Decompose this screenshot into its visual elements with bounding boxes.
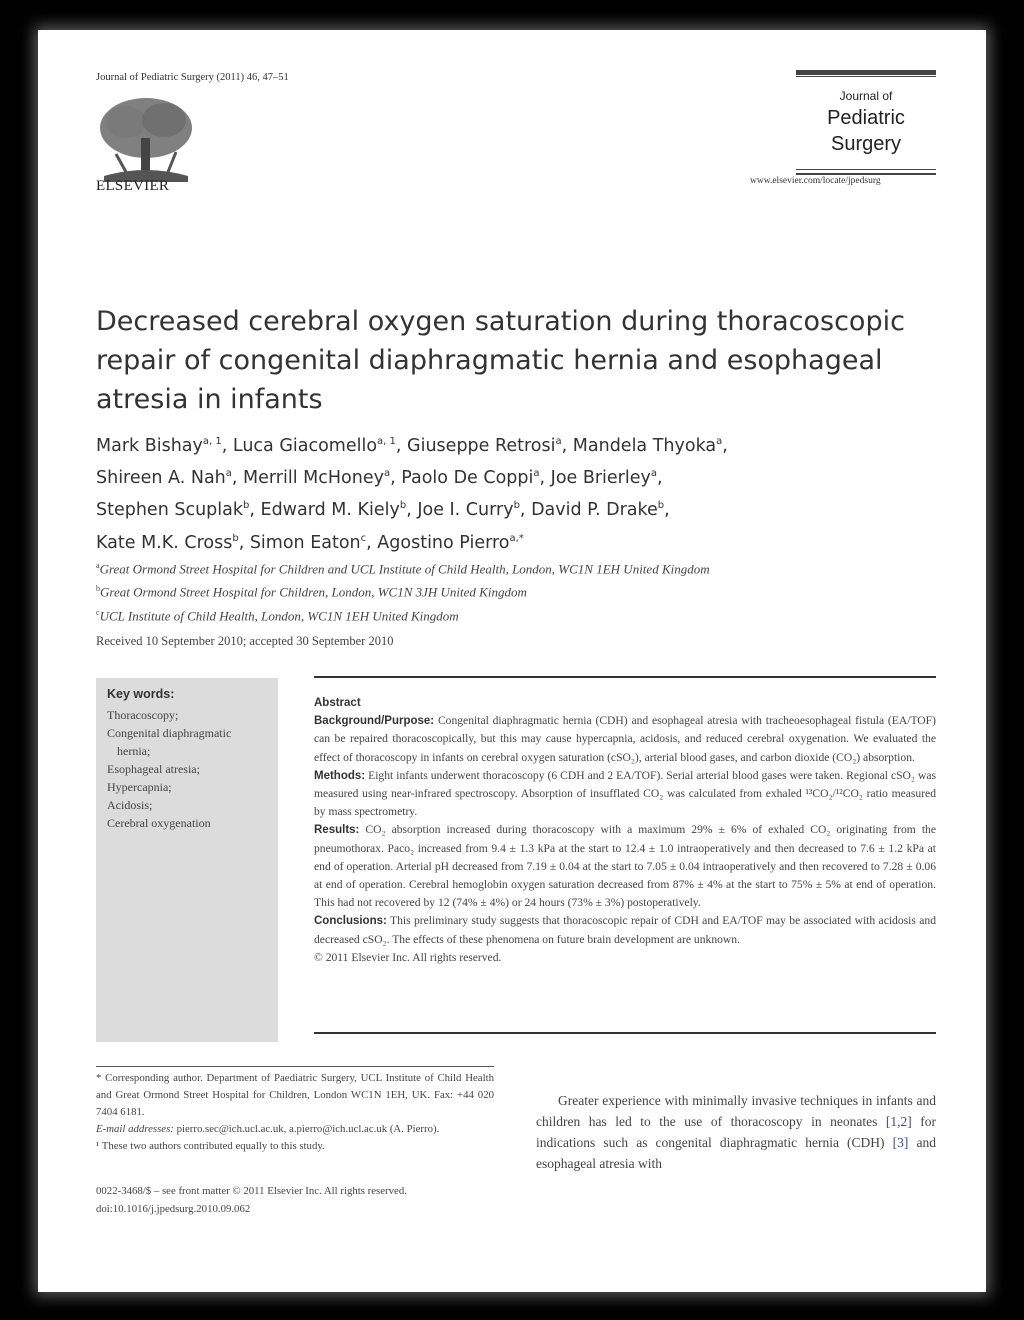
issn-block bbox=[96, 1182, 516, 1218]
article-title: Decreased cerebral oxygen saturation during thoracoscopic repair of congenital diaphragmatic hernia and esophageal atresia in infants bbox=[96, 306, 905, 415]
abstract-results: Results: CO₂ absorption increased during thoracoscopy with a maximum 29% ± 6% of exhaled CO₂ originating from the pneumothorax. Paco₂ increased from 9.4 ± 1.3 kPa at the start to 12.4 ± 1.0 intraoperatively and then decreased to 7.6 ± 1.2 kPa at end of operation. Arterial pH decreased from 7.19 ± 0.04 at the start to 7.05 ± 0.04 intraoperatively and then recovered to 7.28 ± 0.06 at end of operation. Cerebral hemoglobin oxygen saturation decreased from 87% ± 4% at the start to 75% ± 5% at end of operation. This had not recovered by 12 (74% ± 4%) or 24 hours (73% ± 3%) postoperatively. bbox=[314, 823, 936, 910]
keyword-item: hernia; bbox=[117, 744, 151, 758]
author: Joe Brierley$^a$, bbox=[550, 468, 663, 489]
journal-url[interactable]: www.elsevier.com/locate/jpedsurg bbox=[750, 176, 881, 186]
author: Mark Bishay$^{a, 1}$, bbox=[96, 435, 233, 456]
journal-title-line2: Pediatric bbox=[827, 107, 905, 129]
issn-line: 0022-3468/$ – see front matter © 2011 Elsevier Inc. All rights reserved. bbox=[96, 1185, 407, 1197]
journal-title-line1: Journal of bbox=[839, 89, 893, 103]
journal-citation: Journal of Pediatric Surgery (2011) 46, 47–51 bbox=[96, 72, 289, 83]
abstract-copyright: © 2011 Elsevier Inc. All rights reserved. bbox=[314, 950, 502, 964]
keyword-item: Esophageal atresia; bbox=[107, 762, 200, 776]
journal-logo bbox=[796, 70, 936, 175]
abstract-background: Background/Purpose: Congenital diaphragmatic hernia (CDH) and esophageal atresia with tracheoesophageal fistula (EA/TOF) can be repaired thoracoscopically, but this may cause hypercapnia, acidosis, and reduced cerebral oxygenation. We evaluated the effect of thoracoscopy in infants on cerebral oxygen saturation (cSO₂), arterial blood gases, and carbon dioxide (CO₂) absorption. bbox=[314, 714, 936, 764]
affiliation: $^c$UCL Institute of Child Health, London, WC1N 1EH United Kingdom bbox=[96, 607, 459, 623]
author: Giuseppe Retrosi$^a$, bbox=[407, 435, 573, 456]
author: David P. Drake$^b$, bbox=[531, 500, 670, 521]
keyword-item: Acidosis; bbox=[107, 798, 153, 812]
footnotes bbox=[96, 1070, 494, 1155]
keyword-item: Congenital diaphragmatic bbox=[107, 726, 232, 740]
author: Simon Eaton$^c$, bbox=[249, 532, 378, 553]
keywords-heading: Key words: bbox=[107, 687, 175, 701]
abstract-methods: Methods: Eight infants underwent thoracoscopy (6 CDH and 2 EA/TOF). Serial arterial blood gases were taken. Regional cSO₂ was measured using near-infrared spectroscopy. Absorption of insufflated CO₂ was calculated from exhaled ¹³CO₂/¹²CO₂ ratio measured by mass spectrometry. bbox=[314, 768, 936, 819]
abstract-bottom-rule bbox=[314, 1032, 936, 1034]
abstract-conclusions: Conclusions: This preliminary study suggests that thoracoscopic repair of CDH and EA/TOF may be associated with acidosis and decreased cSO₂. The effects of these phenomena on future brain development are unknown. bbox=[314, 914, 936, 946]
abstract-top-rule bbox=[314, 676, 936, 678]
keywords-list bbox=[107, 706, 272, 832]
article-page bbox=[38, 30, 986, 1292]
author-list bbox=[96, 428, 966, 557]
author: Agostino Pierro$^{a,*}$ bbox=[377, 532, 524, 553]
author: Kate M.K. Cross$^b$, bbox=[96, 532, 250, 553]
citation-link[interactable]: [3] bbox=[892, 1135, 909, 1150]
author: Merrill McHoney$^a$, bbox=[243, 468, 402, 489]
received-dates: Received 10 September 2010; accepted 30 September 2010 bbox=[96, 634, 394, 648]
author: Mandela Thyoka$^a$, bbox=[572, 435, 728, 456]
footnote-rule bbox=[96, 1066, 494, 1067]
keyword-item: Thoracoscopy; bbox=[107, 708, 179, 722]
abstract bbox=[314, 694, 936, 967]
journal-title-line3: Surgery bbox=[830, 133, 902, 155]
corresponding-author-note: * Corresponding author. Department of Paediatric Surgery, UCL Institute of Child Health and Great Ormond Street Hospital for Children, London WC1N 1EH, UK. Fax: +44 020 7404 6181. bbox=[96, 1072, 494, 1118]
publisher-name: ELSEVIER bbox=[96, 178, 170, 194]
email-addresses: E-mail addresses: pierro.sec@ich.ucl.ac.uk, a.pierro@ich.ucl.ac.uk (A. Pierro). bbox=[96, 1123, 440, 1135]
author: Paolo De Coppi$^a$, bbox=[401, 468, 551, 489]
citation-link[interactable]: [1,2] bbox=[885, 1114, 912, 1129]
author: Joe I. Curry$^b$, bbox=[417, 500, 532, 521]
equal-contribution-note: ¹ These two authors contributed equally to this study. bbox=[96, 1140, 325, 1152]
author: Shireen A. Nah$^a$, bbox=[96, 468, 244, 489]
author: Edward M. Kiely$^b$, bbox=[260, 500, 418, 521]
affiliation: $^b$Great Ormond Street Hospital for Children, London, WC1N 3JH United Kingdom bbox=[96, 584, 527, 600]
keyword-item: Hypercapnia; bbox=[107, 780, 172, 794]
abstract-heading: Abstract bbox=[314, 697, 361, 709]
keyword-item: Cerebral oxygenation bbox=[107, 816, 211, 830]
author: Stephen Scuplak$^b$, bbox=[96, 500, 261, 521]
affiliations bbox=[96, 556, 976, 626]
author: Luca Giacomello$^{a, 1}$, bbox=[232, 435, 408, 456]
affiliation: $^a$Great Ormond Street Hospital for Children and UCL Institute of Child Health, London, WC1N 1EH United Kingdom bbox=[96, 561, 710, 577]
elsevier-tree-logo bbox=[96, 94, 196, 182]
keywords-box bbox=[96, 678, 278, 1042]
body-text: Greater experience with minimally invasive techniques in infants and children has led to the use of thoracoscopy in neonates [1,2] for indications such as congenital diaphragmatic hernia (CDH) [3] and esophageal atresia with bbox=[536, 1093, 936, 1171]
doi-link[interactable]: doi:10.1016/j.jpedsurg.2010.09.062 bbox=[96, 1203, 251, 1215]
